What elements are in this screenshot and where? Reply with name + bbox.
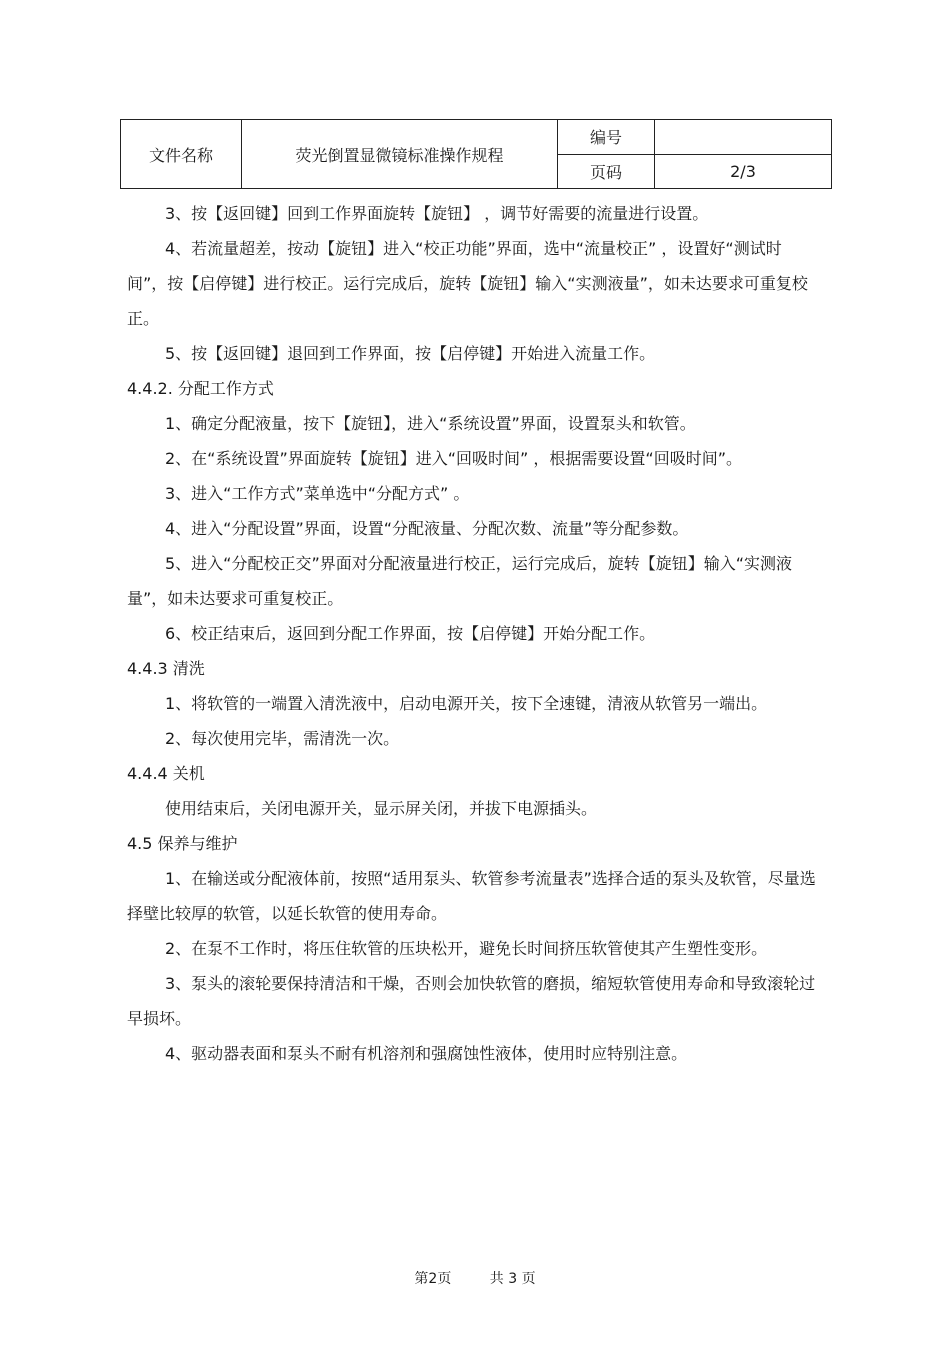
paragraph-step: 4、若流量超差，按动【旋钮】进入“校正功能”界面，选中“流量校正” ，设置好“测试时间”，按【启停键】进行校正。运行完成后，旋转【旋钮】输入“实测液量”，如未达要求可重复校正。 xyxy=(127,239,808,328)
section-heading: 4.4.4 关机 xyxy=(127,764,205,783)
paragraph-step: 1、将软管的一端置入清洗液中，启动电源开关，按下全速键，清液从软管另一端出。 xyxy=(165,694,768,713)
paragraph-step: 5、按【返回键】退回到工作界面，按【启停键】开始进入流量工作。 xyxy=(165,344,656,363)
file-name-label: 文件名称 xyxy=(121,120,242,189)
paragraph-step: 2、在“系统设置”界面旋转【旋钮】进入“回吸时间” ，根据需要设置“回吸时间”。 xyxy=(165,449,743,468)
paragraph-step: 6、校正结束后，返回到分配工作界面，按【启停键】开始分配工作。 xyxy=(165,624,656,643)
number-label: 编号 xyxy=(558,120,655,155)
section-heading: 4.4.3 清洗 xyxy=(127,659,205,678)
paragraph-step: 4、进入“分配设置”界面，设置“分配液量、分配次数、流量”等分配参数。 xyxy=(165,519,689,538)
document-body xyxy=(127,196,817,1071)
current-page-number: 第2页 xyxy=(414,1271,452,1287)
paragraph-step: 2、在泵不工作时，将压住软管的压块松开，避免长时间挤压软管使其产生塑性变形。 xyxy=(165,939,768,958)
page-footer xyxy=(0,1268,950,1288)
paragraph-step: 3、泵头的滚轮要保持清洁和干燥，否则会加快软管的磨损，缩短软管使用寿命和导致滚轮过早损坏。 xyxy=(127,974,816,1028)
paragraph-step: 2、每次使用完毕，需清洗一次。 xyxy=(165,729,400,748)
paragraph-step: 使用结束后，关闭电源开关，显示屏关闭，并拔下电源插头。 xyxy=(165,799,598,818)
document-header-table xyxy=(120,119,832,189)
paragraph-step: 3、进入“工作方式”菜单选中“分配方式” 。 xyxy=(165,484,470,503)
page-value: 2/3 xyxy=(655,154,832,189)
paragraph-step: 5、进入“分配校正交”界面对分配液量进行校正，运行完成后，旋转【旋钮】输入“实测液量”，如未达要求可重复校正。 xyxy=(127,554,793,608)
paragraph-step: 4、驱动器表面和泵头不耐有机溶剂和强腐蚀性液体，使用时应特别注意。 xyxy=(165,1044,688,1063)
paragraph-step: 3、按【返回键】回到工作界面旋转【旋钮】 ，调节好需要的流量进行设置。 xyxy=(165,204,709,223)
page-label: 页码 xyxy=(558,154,655,189)
paragraph-step: 1、确定分配液量，按下【旋钮】，进入“系统设置”界面，设置泵头和软管。 xyxy=(165,414,696,433)
number-value xyxy=(655,120,832,155)
paragraph-step: 1、在输送或分配液体前，按照“适用泵头、软管参考流量表”选择合适的泵头及软管，尽量选择壁比较厚的软管，以延长软管的使用寿命。 xyxy=(127,869,816,923)
file-name-value: 荧光倒置显微镜标准操作规程 xyxy=(242,120,558,189)
total-page-count: 共 3 页 xyxy=(489,1271,536,1287)
section-heading: 4.4.2. 分配工作方式 xyxy=(127,379,274,398)
section-heading: 4.5 保养与维护 xyxy=(127,834,238,853)
